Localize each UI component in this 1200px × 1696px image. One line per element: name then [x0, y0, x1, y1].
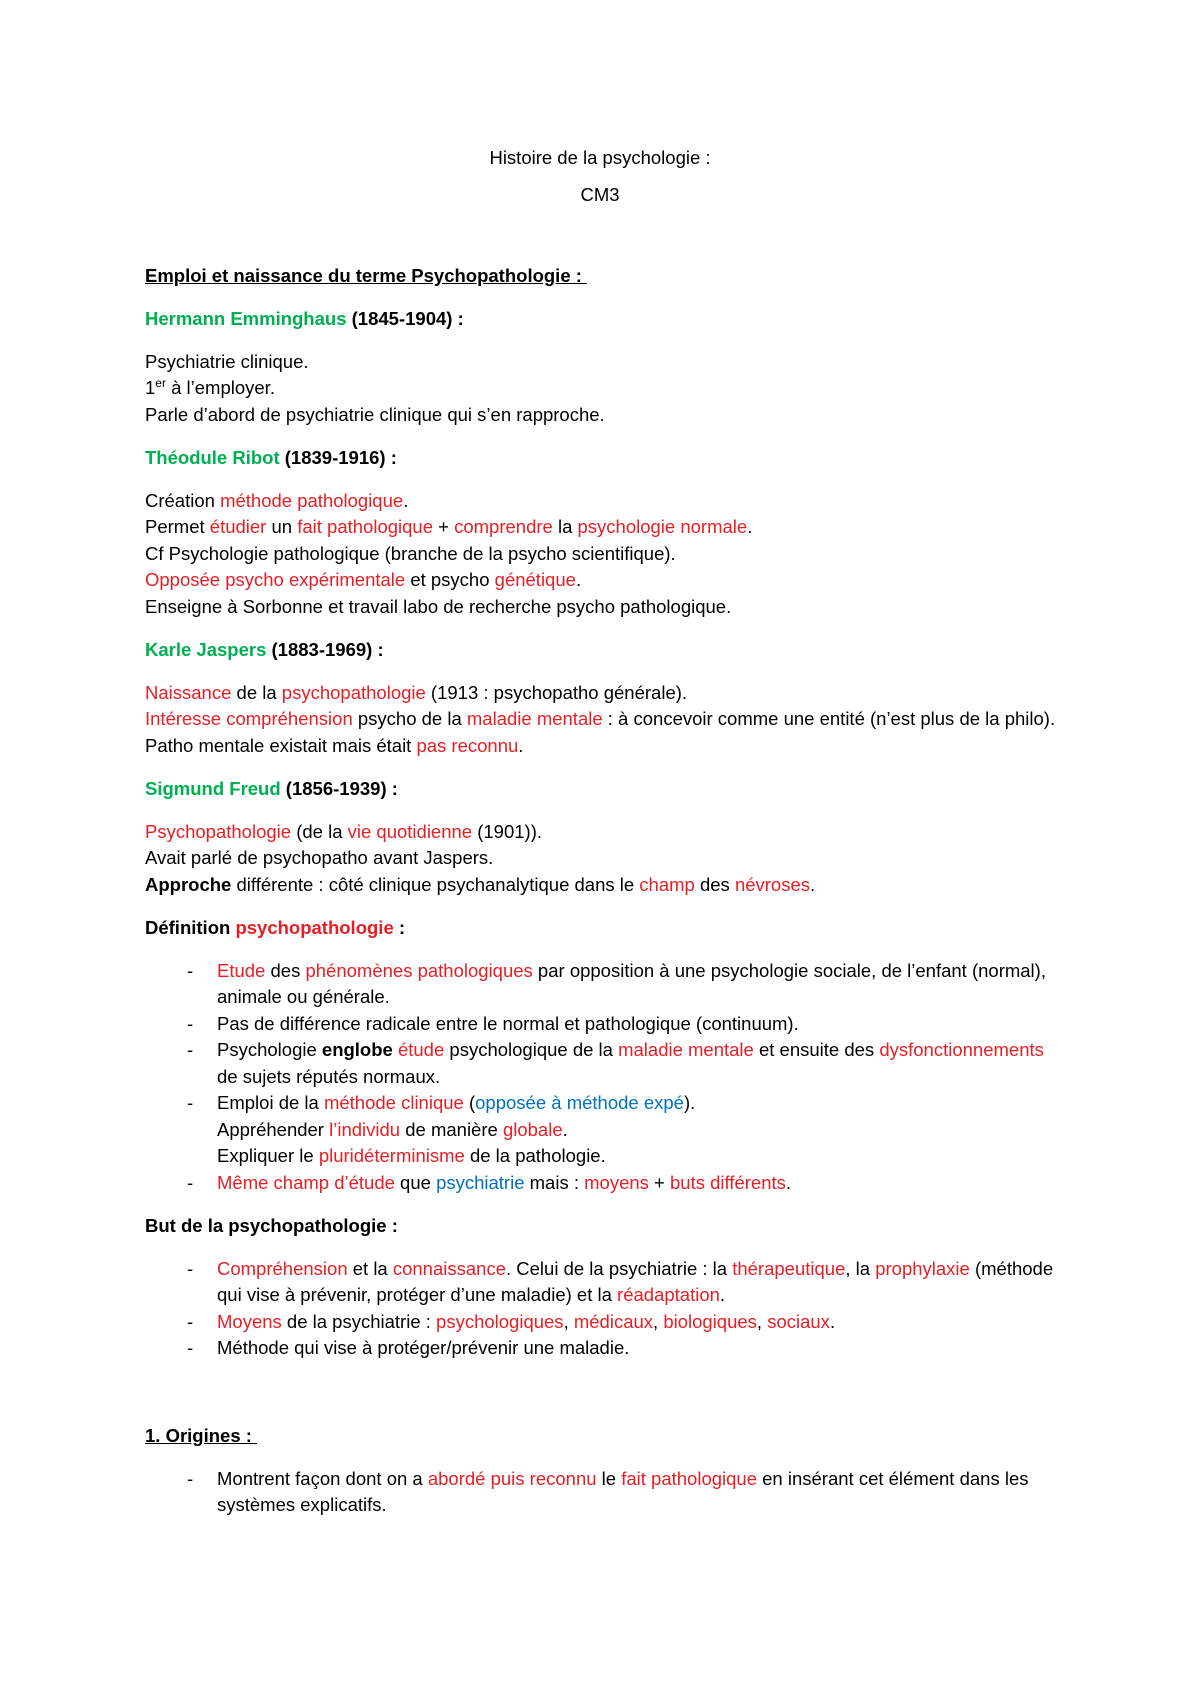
- text-run: mais :: [524, 1171, 585, 1193]
- key-term: pas reconnu: [416, 734, 519, 756]
- bullet-list: [145, 958, 1055, 1197]
- key-term: réadaptation: [617, 1284, 720, 1306]
- text-line: [145, 1213, 1055, 1240]
- text-run: ,: [653, 1310, 664, 1332]
- text-line: [145, 915, 1055, 942]
- text-run: et ensuite des: [753, 1039, 880, 1061]
- text-run: Définition: [145, 916, 236, 938]
- key-term: Opposée psycho expérimentale: [145, 569, 406, 591]
- text-run: .: [403, 489, 409, 511]
- person-name: Théodule Ribot: [145, 446, 280, 468]
- list-item-text: [217, 1037, 1055, 1090]
- list-item-text: [217, 1466, 1055, 1519]
- list-item-text: [217, 1170, 1055, 1197]
- text-run: par opposition à une psychologie sociale, de l’enfant (normal),: [532, 959, 1046, 981]
- text-run: .: [785, 1171, 792, 1193]
- list-item-text: [217, 958, 1055, 1011]
- text-run: ,: [563, 1310, 574, 1332]
- text-run: à l’employer.: [165, 377, 275, 399]
- key-term: maladie mentale: [466, 708, 603, 730]
- text-line: [145, 306, 1055, 333]
- text-line: [145, 1423, 1055, 1450]
- key-term: sociaux: [767, 1310, 830, 1332]
- text-line: [145, 733, 1055, 760]
- key-term: génétique: [494, 569, 576, 591]
- text-line: [217, 1117, 1055, 1144]
- subheading: [145, 915, 1055, 942]
- text-line: [145, 488, 1055, 515]
- text-line: [217, 1282, 1055, 1309]
- text-line: [217, 1090, 1055, 1117]
- paragraph: [145, 349, 1055, 429]
- text-run: systèmes explicatifs.: [217, 1494, 387, 1516]
- section-heading: [145, 263, 1055, 290]
- bullet-marker: -: [187, 959, 194, 981]
- text-run: 1: [145, 377, 156, 399]
- text-run: +: [433, 516, 455, 538]
- text-run: .: [719, 1284, 726, 1306]
- text-run: Parle d’abord de psychiatrie clinique qui s’en rapproche.: [145, 403, 605, 425]
- key-term: prophylaxie: [875, 1257, 970, 1279]
- key-term: névroses: [734, 873, 811, 895]
- key-term: pluridéterminisme: [318, 1145, 465, 1167]
- text-line: [145, 567, 1055, 594]
- list-item: [145, 1256, 1055, 1309]
- text-run: de la: [231, 681, 282, 703]
- text-run: Méthode qui vise à protéger/prévenir une maladie.: [217, 1337, 630, 1359]
- text-run: .: [747, 516, 753, 538]
- person-heading: [145, 776, 1055, 803]
- bullet-marker: -: [187, 1039, 194, 1061]
- key-term: globale: [502, 1118, 563, 1140]
- key-term: psychopathologie: [281, 681, 426, 703]
- list-item: [145, 1309, 1055, 1336]
- text-run: :: [393, 916, 406, 938]
- bullet-marker: -: [187, 1467, 194, 1489]
- text-run: : à concevoir comme une entité (n’est plus de la philo).: [602, 708, 1056, 730]
- text-run: Création: [145, 489, 221, 511]
- key-term: psychologie normale: [577, 516, 748, 538]
- text-run: différente : côté clinique psychanalytique dans le: [231, 873, 640, 895]
- text-run: le: [596, 1467, 622, 1489]
- person-heading: [145, 637, 1055, 664]
- text-run: ,: [756, 1310, 768, 1332]
- text-run: Psychologie: [217, 1039, 322, 1061]
- text-line: [217, 1466, 1055, 1493]
- text-line: [145, 872, 1055, 899]
- text-run: +: [648, 1171, 670, 1193]
- text-line: [145, 680, 1055, 707]
- key-term: biologiques: [663, 1310, 757, 1332]
- text-run: englobe: [321, 1039, 398, 1061]
- key-term: Moyens: [217, 1310, 282, 1332]
- list-item: [145, 1170, 1055, 1197]
- text-line: [217, 1170, 1055, 1197]
- text-line: [145, 594, 1055, 621]
- text-line: [217, 1064, 1055, 1091]
- text-run: (1845-1904) :: [346, 307, 464, 329]
- text-run: (1883-1969) :: [266, 638, 384, 660]
- text-run: de manière: [400, 1118, 503, 1140]
- paragraph: [145, 488, 1055, 621]
- text-run: . Celui de la psychiatrie : la: [506, 1257, 733, 1279]
- key-term: étudier: [209, 516, 267, 538]
- key-term: psychopathologie: [235, 916, 394, 938]
- paragraph: [145, 819, 1055, 899]
- text-run: (1856-1939) :: [280, 777, 398, 799]
- bullet-marker: -: [187, 1092, 194, 1114]
- text-run: en insérant cet élément dans les: [757, 1467, 1029, 1489]
- person-heading: [145, 445, 1055, 472]
- subheading: [145, 1213, 1055, 1240]
- contrast-term: opposée à méthode expé: [475, 1092, 684, 1114]
- key-term: psychologiques: [436, 1310, 564, 1332]
- text-run: (: [463, 1092, 476, 1114]
- text-line: [217, 1309, 1055, 1336]
- list-item: [145, 1011, 1055, 1038]
- key-term: champ: [639, 873, 695, 895]
- text-run: Montrent façon dont on a: [217, 1467, 428, 1489]
- person-name: Karle Jaspers: [145, 638, 267, 660]
- text-run: et la: [347, 1257, 393, 1279]
- bullet-marker: -: [187, 1012, 194, 1034]
- document-subtitle: CM3: [580, 183, 620, 205]
- key-term: l’individu: [329, 1118, 401, 1140]
- text-run: ).: [683, 1092, 696, 1114]
- text-line: [145, 375, 1055, 402]
- text-run: des: [694, 873, 735, 895]
- text-line: [145, 845, 1055, 872]
- text-run: Avait parlé de psychopatho avant Jaspers.: [145, 847, 494, 869]
- text-run: .: [829, 1310, 836, 1332]
- text-line: [145, 402, 1055, 429]
- text-line: [145, 706, 1055, 733]
- key-term: moyens: [584, 1171, 649, 1193]
- bullet-marker: -: [187, 1337, 194, 1359]
- text-run: de la pathologie.: [464, 1145, 606, 1167]
- key-term: dysfonctionnements: [879, 1039, 1044, 1061]
- document-content: [145, 145, 1055, 1536]
- text-run: , la: [845, 1257, 876, 1279]
- text-line: [145, 445, 1055, 472]
- document-title: Histoire de la psychologie :: [489, 146, 711, 168]
- text-run: Pas de différence radicale entre le normal et pathologique (continuum).: [217, 1012, 799, 1034]
- text-run: des: [265, 959, 306, 981]
- text-run: Patho mentale existait mais était: [145, 734, 417, 756]
- text-run: .: [810, 873, 816, 895]
- superscript: er: [155, 376, 166, 391]
- text-line: [145, 514, 1055, 541]
- text-run: 1. Origines :: [145, 1424, 258, 1446]
- text-run: de la psychiatrie :: [281, 1310, 437, 1332]
- list-item: [145, 958, 1055, 1011]
- key-term: fait pathologique: [297, 516, 433, 538]
- text-run: Emploi de la: [217, 1092, 324, 1114]
- text-run: psychologique de la: [444, 1039, 619, 1061]
- text-run: (méthode: [969, 1257, 1054, 1279]
- person-heading: [145, 306, 1055, 333]
- text-run: (1839-1916) :: [279, 446, 397, 468]
- text-run: Expliquer le: [217, 1145, 319, 1167]
- text-line: [217, 1037, 1055, 1064]
- list-item: [145, 1466, 1055, 1519]
- list-item-text: [217, 1256, 1055, 1309]
- text-run: But de la psychopathologie :: [145, 1214, 398, 1236]
- text-line: [145, 637, 1055, 664]
- key-term: maladie mentale: [618, 1039, 754, 1061]
- list-item-text: [217, 1011, 1055, 1038]
- text-run: (1913 : psychopatho générale).: [425, 681, 688, 703]
- text-run: Appréhender: [217, 1118, 330, 1140]
- text-line: [217, 1143, 1055, 1170]
- key-term: Même champ d’étude: [217, 1171, 395, 1193]
- text-run: de sujets réputés normaux.: [217, 1065, 441, 1087]
- key-term: phénomènes pathologiques: [305, 959, 533, 981]
- bullet-marker: -: [187, 1310, 194, 1332]
- text-run: .: [562, 1118, 568, 1140]
- text-run: (1901)).: [472, 820, 543, 842]
- paragraph: [145, 680, 1055, 760]
- text-line: [217, 1011, 1055, 1038]
- list-item: [145, 1037, 1055, 1090]
- person-name: Hermann Emminghaus: [145, 307, 347, 329]
- key-term: Naissance: [145, 681, 232, 703]
- key-term: Compréhension: [217, 1257, 348, 1279]
- text-run: Enseigne à Sorbonne et travail labo de recherche psycho pathologique.: [145, 595, 732, 617]
- section-heading: [145, 1423, 1055, 1450]
- text-line: [217, 1335, 1055, 1362]
- key-term: abordé puis reconnu: [427, 1467, 597, 1489]
- bullet-marker: -: [187, 1171, 194, 1193]
- text-line: [145, 819, 1055, 846]
- text-line: [217, 958, 1055, 985]
- list-item-text: [217, 1309, 1055, 1336]
- text-line: [145, 541, 1055, 568]
- key-term: Intéresse compréhension: [145, 708, 353, 730]
- person-name: Sigmund Freud: [145, 777, 281, 799]
- key-term: thérapeutique: [732, 1257, 846, 1279]
- key-term: Psychopathologie: [145, 820, 292, 842]
- list-item-text: [217, 1090, 1055, 1170]
- text-line: [145, 263, 1055, 290]
- text-run: qui vise à prévenir, protéger d’une maladie) et la: [217, 1284, 618, 1306]
- bullet-list: [145, 1256, 1055, 1362]
- text-run: Emploi et naissance du terme Psychopathologie :: [145, 264, 588, 286]
- bullet-marker: -: [187, 1257, 194, 1279]
- text-run: Approche: [145, 873, 232, 895]
- key-term: Etude: [217, 959, 266, 981]
- key-term: méthode clinique: [323, 1092, 464, 1114]
- text-run: Psychiatrie clinique.: [145, 350, 309, 372]
- key-term: méthode pathologique: [220, 489, 404, 511]
- text-line: [145, 349, 1055, 376]
- text-run: .: [575, 569, 582, 591]
- list-item-text: [217, 1335, 1055, 1362]
- key-term: comprendre: [454, 516, 553, 538]
- text-run: que: [394, 1171, 437, 1193]
- text-run: Permet: [145, 516, 210, 538]
- text-line: [217, 1256, 1055, 1283]
- text-run: Cf Psychologie pathologique (branche de la psycho scientifique).: [145, 542, 676, 564]
- key-term: étude: [397, 1039, 445, 1061]
- text-run: (de la: [291, 820, 348, 842]
- text-run: un: [266, 516, 298, 538]
- list-item: [145, 1335, 1055, 1362]
- text-line: [217, 984, 1055, 1011]
- key-term: vie quotidienne: [347, 820, 473, 842]
- document-body: [145, 263, 1055, 1519]
- key-term: connaissance: [392, 1257, 506, 1279]
- text-run: animale ou générale.: [217, 986, 390, 1008]
- text-run: psycho de la: [352, 708, 467, 730]
- text-run: .: [518, 734, 524, 756]
- key-term: buts différents: [670, 1171, 786, 1193]
- text-line: [217, 1492, 1055, 1519]
- key-term: fait pathologique: [621, 1467, 757, 1489]
- bullet-list: [145, 1466, 1055, 1519]
- key-term: médicaux: [573, 1310, 654, 1332]
- text-run: et psycho: [405, 569, 495, 591]
- contrast-term: psychiatrie: [436, 1171, 525, 1193]
- list-item: [145, 1090, 1055, 1170]
- text-line: [145, 776, 1055, 803]
- text-run: la: [552, 516, 578, 538]
